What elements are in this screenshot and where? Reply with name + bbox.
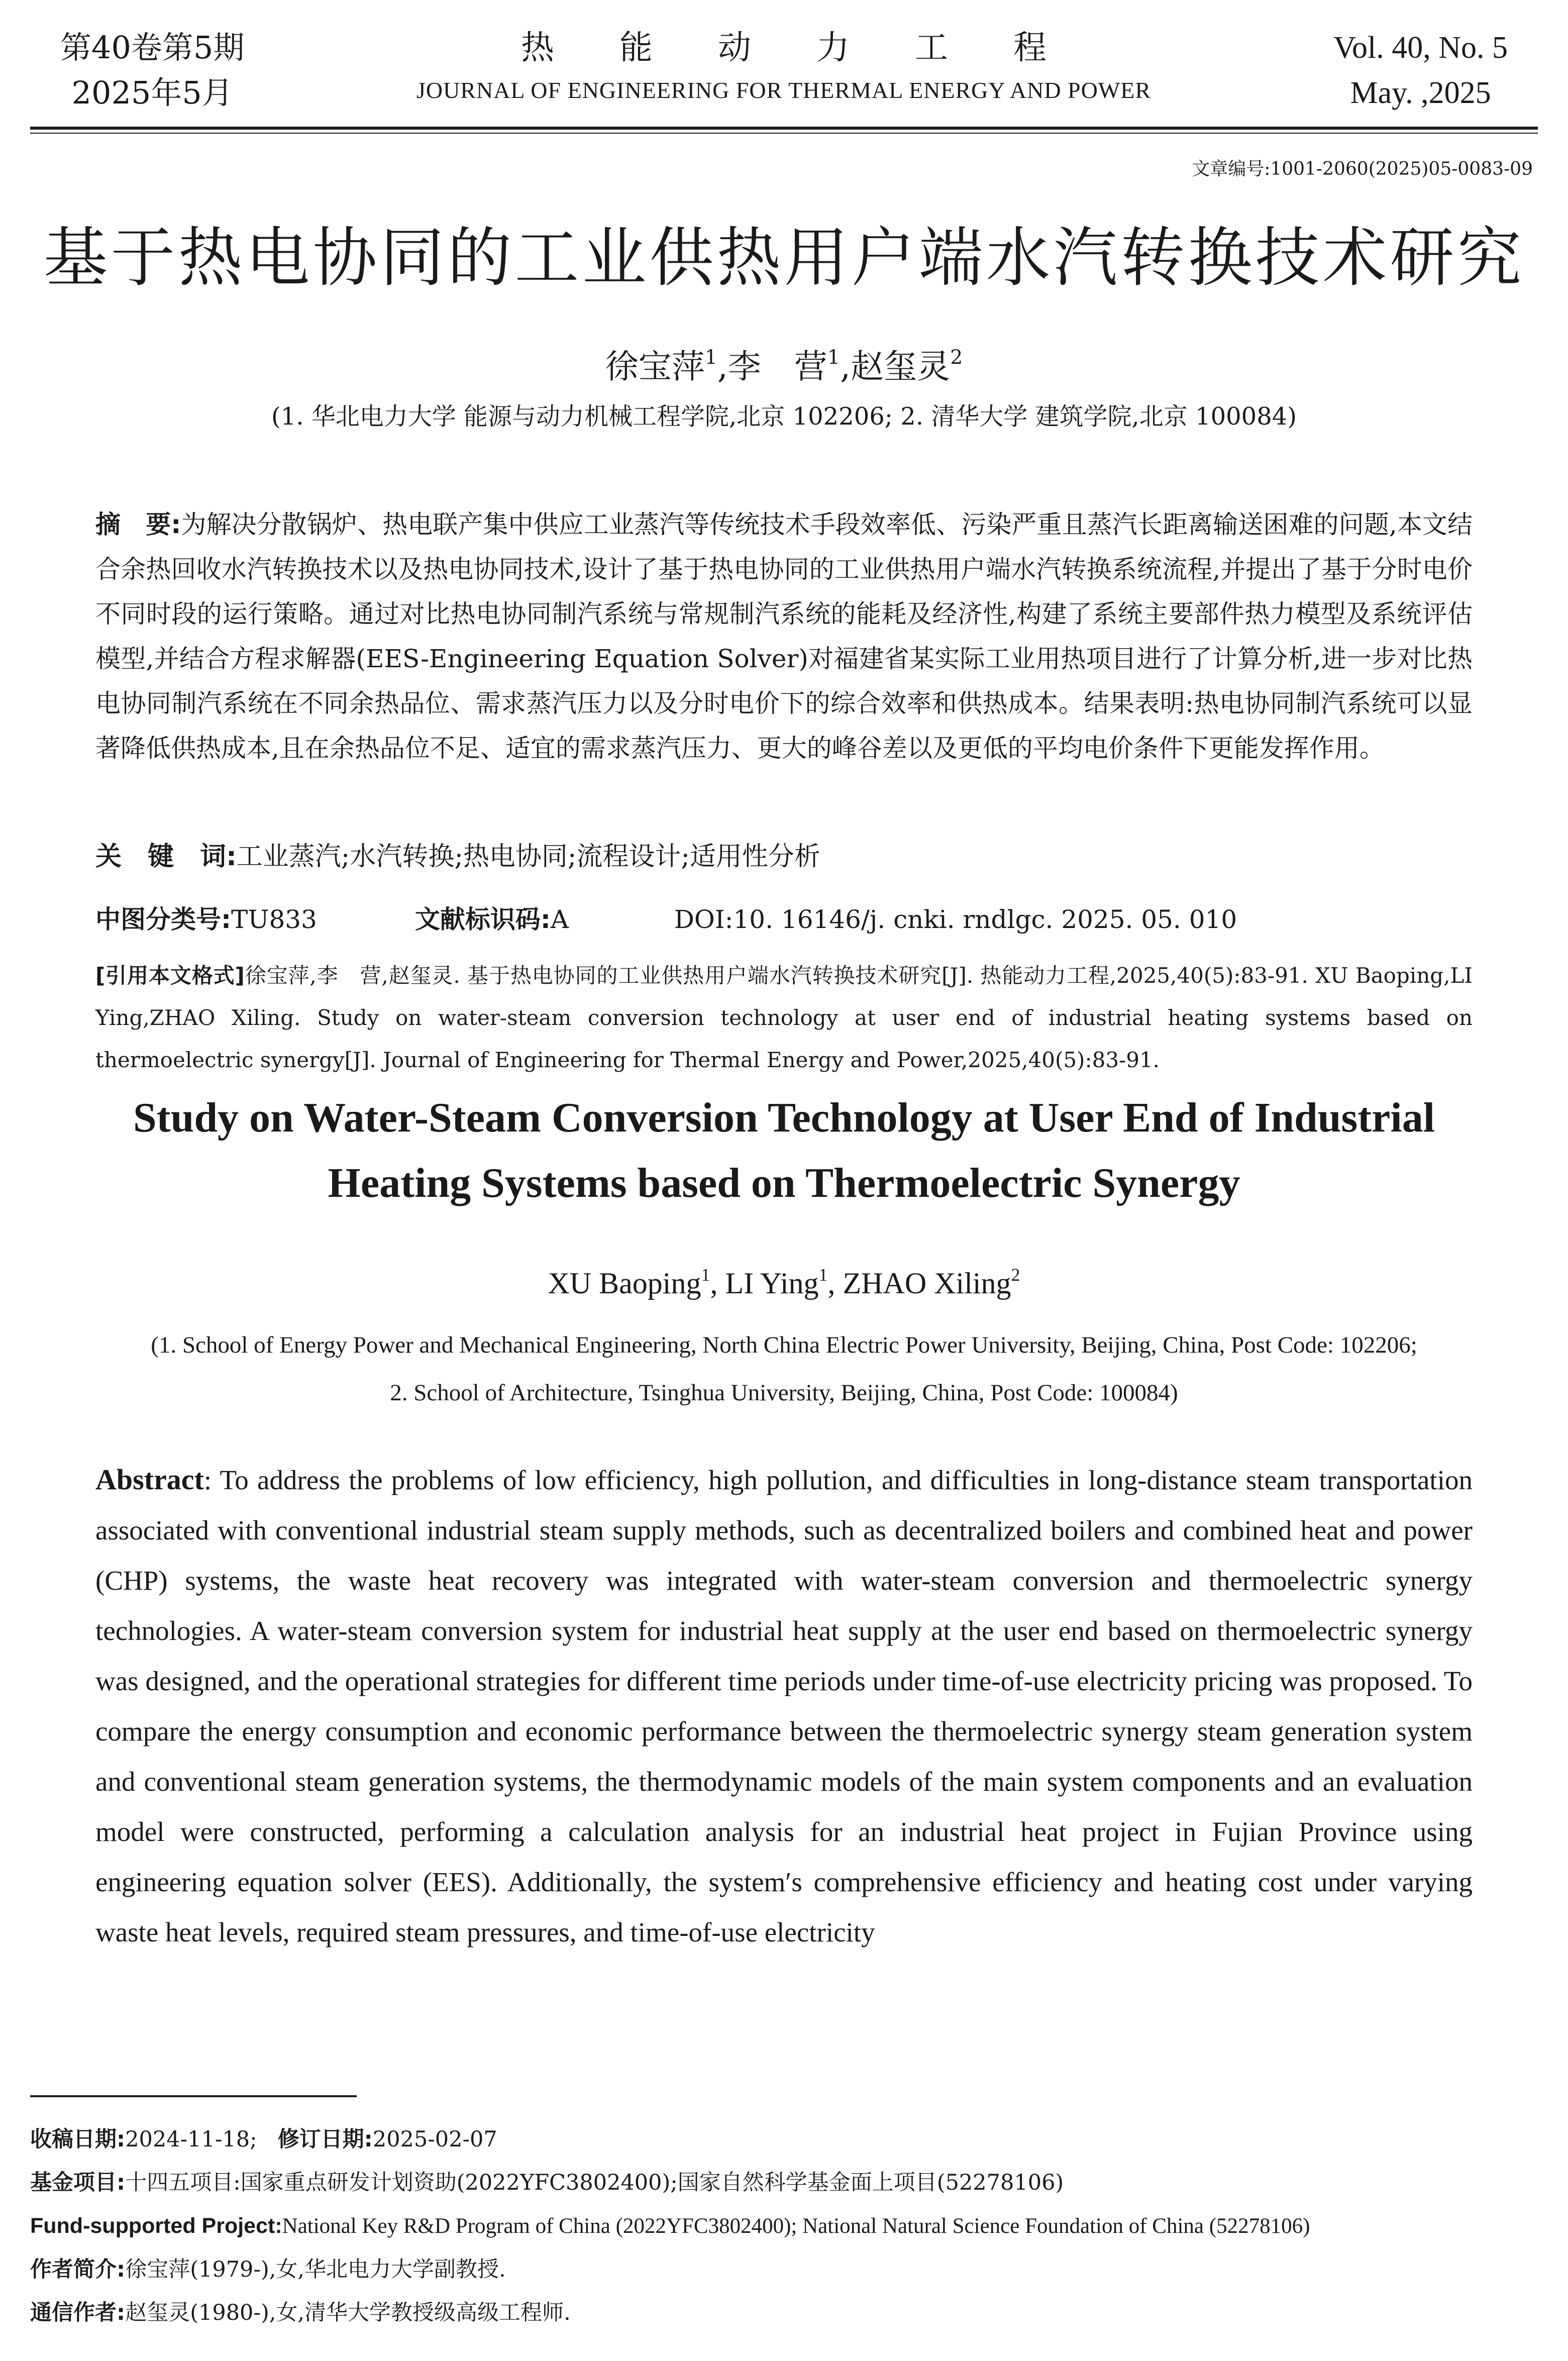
affiliation-en-line: 2. School of Architecture, Tsinghua University, Beijing, China, Post Code: 100084) (390, 1380, 1178, 1406)
date-cn: 2025年5月 (71, 74, 233, 111)
volume-issue-en: Vol. 40, No. 5 (1333, 31, 1508, 65)
author-name: 徐宝萍 (605, 347, 705, 386)
fund-value: 十四五项目:国家重点研发计划资助(2022YFC3802400);国家自然科学基金面上项目(52278106) (125, 2170, 1064, 2195)
header-rule-thick (30, 127, 1538, 130)
corresponding-value: 赵玺灵(1980-),女,清华大学教授级高级工程师. (125, 2300, 571, 2325)
citation-text: 徐宝萍,李 营,赵玺灵. 基于热电协同的工业供热用户端水汽转换技术研究[J]. 热能动力工程,2025,40(5):83-91. XU Baoping,LI Ying,ZHAO Xiling. Study on water-steam conversion technology at user end of industrial heating systems based on thermoelectric synergy[J]. Journal of Engineering for Thermal Energy and Power,2025,40(5):83-91. (95, 963, 1473, 1072)
revised-label: 修订日期: (277, 2127, 373, 2152)
journal-masthead (352, 25, 1216, 111)
footnotes (30, 2118, 1538, 2334)
abstract-cn-text: 为解决分散锅炉、热电联产集中供应工业蒸汽等传统技术手段效率低、污染严重且蒸汽长距离输送困难的问题,本文结合余热回收水汽转换技术以及热电协同技术,设计了基于热电协同的工业供热用户端水汽转换系统流程,并提出了基于分时电价不同时段的运行策略。通过对比热电协同制汽系统与常规制汽系统的能耗及经济性,构建了系统主要部件热力模型及系统评估模型,并结合方程求解器(EES-Engineering Equation Solver)对福建省某实际工业用热项目进行了计算分析,进一步对比热电协同制汽系统在不同余热品位、需求蒸汽压力以及分时电价下的综合效率和供热成本。结果表明:热电协同制汽系统可以显著降低供热成本,且在余热品位不足、适宜的需求蒸汽压力、更大的峰谷差以及更低的平均电价条件下更能发挥作用。 (95, 510, 1473, 763)
revised-date: 2025-02-07 (372, 2127, 497, 2152)
author-name: ,赵玺灵 (840, 347, 951, 386)
affiliation-en-line: (1. School of Energy Power and Mechanical Engineering, North China Electric Power University, Beijing, China, Post Code: 102206; (151, 1332, 1417, 1358)
bio-value: 徐宝萍(1979-),女,华北电力大学副教授. (125, 2257, 506, 2282)
keywords-cn-label: 关 键 词: (95, 842, 237, 872)
journal-name-cn: 热能动力工程 (521, 28, 1112, 67)
document-code-label: 文献标识码: (414, 905, 551, 934)
article-number: 文章编号:1001-2060(2025)05-0083-09 (1192, 159, 1533, 179)
author-affil-mark: 1 (704, 346, 717, 369)
title-en-line: Study on Water-Steam Conversion Technology at User End of Industrial (133, 1094, 1435, 1141)
journal-name-en: JOURNAL OF ENGINEERING FOR THERMAL ENERGY AND POWER (416, 77, 1152, 103)
footnote-fund-cn (30, 2161, 1538, 2204)
clc-code (95, 899, 407, 940)
affiliation-en (10, 1321, 1558, 1417)
received-date: 2024-11-18; (125, 2127, 257, 2152)
author-affil-mark: 1 (827, 346, 841, 369)
keywords-cn (95, 837, 1473, 877)
author-name: ,李 营 (717, 347, 827, 386)
abstract-en-colon: : (203, 1465, 220, 1495)
header-rule-thin (30, 133, 1538, 134)
issue-info-cn (60, 25, 244, 116)
author-name: , ZHAO Xiling (827, 1267, 1011, 1300)
authors-en (0, 1266, 1568, 1301)
abstract-en (95, 1455, 1473, 1958)
title-en (0, 1085, 1568, 1216)
date-en: May. ,2025 (1350, 76, 1491, 110)
affiliation-cn: (1. 华北电力大学 能源与动力机械工程学院,北京 102206; 2. 清华大学 建筑学院,北京 100084) (271, 402, 1297, 431)
footnote-dates (30, 2118, 1538, 2161)
title-cn: 基于热电协同的工业供热用户端水汽转换技术研究 (43, 221, 1525, 295)
volume-issue-cn: 第40卷第5期 (60, 29, 245, 66)
fund-en-value: National Key R&D Program of China (2022YFC3802400); National Natural Science Foundation of China (52278106) (282, 2214, 1310, 2238)
abstract-cn-label: 摘 要: (95, 510, 181, 539)
citation-label: [引用本文格式] (95, 963, 245, 988)
document-code-value: A (550, 905, 569, 934)
doi: DOI:10. 16146/j. cnki. rndlgc. 2025. 05. 010 (674, 905, 1237, 934)
author-name: XU Baoping (548, 1267, 701, 1300)
bio-label: 作者简介: (30, 2257, 126, 2282)
fund-en-label: Fund-supported Project: (30, 2214, 282, 2238)
author-affil-mark: 2 (1011, 1264, 1020, 1285)
title-en-line: Heating Systems based on Thermoelectric Synergy (328, 1160, 1240, 1206)
abstract-en-label: Abstract (95, 1463, 204, 1496)
keywords-cn-text: 工业蒸汽;水汽转换;热电协同;流程设计;适用性分析 (236, 842, 820, 872)
received-label: 收稿日期: (30, 2127, 126, 2152)
authors-cn (0, 340, 1568, 387)
author-affil-mark: 2 (950, 346, 963, 369)
footnote-rule (30, 2095, 357, 2097)
footnote-fund-en (30, 2204, 1538, 2248)
author-name: , LI Ying (710, 1267, 819, 1300)
author-affil-mark: 1 (818, 1264, 828, 1285)
classification-line (95, 899, 1473, 940)
abstract-cn (95, 502, 1473, 771)
citation-format (95, 955, 1473, 1081)
corresponding-label: 通信作者: (30, 2300, 126, 2325)
issue-info-en (1333, 25, 1508, 116)
fund-label: 基金项目: (30, 2170, 126, 2195)
clc-label: 中图分类号: (95, 905, 231, 934)
clc-value: TU833 (231, 905, 317, 934)
footnote-corresponding-author (30, 2291, 1538, 2334)
abstract-en-text: To address the problems of low efficiency, high pollution, and difficulties in long-distance steam transportation associated with conventional industrial steam supply methods, such as decentralized boilers and combined heat and power (CHP) systems, the waste heat recovery was integrated with water-steam conversion and thermoelectric synergy technologies. A water-steam conversion system for industrial heat supply at the user end based on thermoelectric synergy was designed, and the operational strategies for different time periods under time-of-use electricity pricing was proposed. To compare the energy consumption and economic performance between the thermoelectric synergy steam generation system and conventional steam generation systems, the thermodynamic models of the main system components and an evaluation model were constructed, performing a calculation analysis for an industrial heat project in Fujian Province using engineering equation solver (EES). Additionally, the system′s comprehensive efficiency and heating cost under varying waste heat levels, required steam pressures, and time-of-use electricity (95, 1465, 1473, 1947)
author-affil-mark: 1 (701, 1264, 710, 1285)
footnote-author-bio (30, 2248, 1538, 2291)
document-code (415, 899, 666, 940)
